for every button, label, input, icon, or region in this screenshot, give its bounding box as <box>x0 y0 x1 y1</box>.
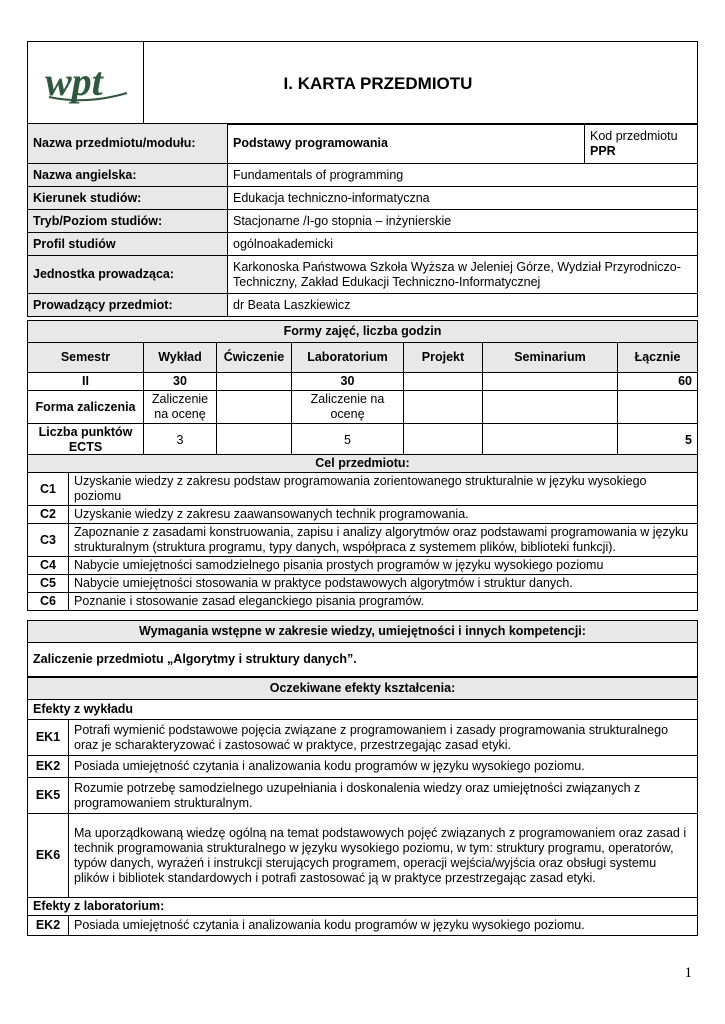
objective-code: C5 <box>28 575 69 593</box>
outcome-row <box>28 814 698 898</box>
prerequisites-table <box>27 620 698 677</box>
outcome-code: EK5 <box>28 778 69 814</box>
hours-row <box>28 373 698 391</box>
header-table <box>27 41 698 125</box>
objective-row <box>28 524 698 557</box>
profile-label: Profil studiów <box>28 233 228 256</box>
credit-cell <box>483 391 618 424</box>
objective-text: Nabycie umiejętności samodzielnego pisania prostych programów w języku wysokiego poziomu <box>69 557 698 575</box>
forms-header: Laboratorium <box>292 343 404 373</box>
credit-label: Forma zaliczenia <box>28 391 144 424</box>
outcomes-table <box>27 677 698 936</box>
english-value: Fundamentals of programming <box>228 164 698 187</box>
outcome-text: Ma uporządkowaną wiedzę ogólną na temat podstawowych pojęć związanych z programowaniem oraz zasad i technik programowania strukturalnego w języku wysokiego poziomu, w tym: struktury programu, operatorów, typów danych, wyrażeń i instrukcji sterujących programem, operacji wejścia/wyjścia oraz obsługi systemu plików i bibliotek standardowych i potrafi zastosować ją w praktyce przestrzegając zasad etyki. <box>69 814 698 898</box>
unit-label: Jednostka prowadząca: <box>28 256 228 294</box>
english-label: Nazwa angielska: <box>28 164 228 187</box>
hours-total: 60 <box>618 373 698 391</box>
objective-code: C3 <box>28 524 69 557</box>
ects-cell <box>404 424 483 457</box>
page-title: I. KARTA PRZEDMIOTU <box>144 42 698 125</box>
code-cell <box>585 124 698 164</box>
objective-row <box>28 506 698 524</box>
lecture-outcomes-label: Efekty z wykładu <box>28 700 698 720</box>
credit-cell: Zaliczenie na ocenę <box>144 391 217 424</box>
semester-cell: II <box>28 373 144 391</box>
outcome-row <box>28 756 698 778</box>
hours-cell <box>217 373 292 391</box>
objective-row <box>28 593 698 611</box>
objective-code: C4 <box>28 557 69 575</box>
ects-label: Liczba punktów ECTS <box>28 424 144 457</box>
outcomes-title: Oczekiwane efekty kształcenia: <box>28 678 698 700</box>
name-value: Podstawy programowania <box>228 124 585 164</box>
ects-cell: 5 <box>292 424 404 457</box>
forms-header: Łącznie <box>618 343 698 373</box>
objective-code: C2 <box>28 506 69 524</box>
hours-cell: 30 <box>144 373 217 391</box>
objective-row <box>28 557 698 575</box>
forms-header-row <box>28 343 698 373</box>
hours-cell <box>404 373 483 391</box>
objective-code: C1 <box>28 473 69 506</box>
objective-text: Zapoznanie z zasadami konstruowania, zapisu i analizy algorytmów oraz podstawami programowania w języku strukturalnym (struktura programu, typy danych, współpraca z systemem plików, biblioteki funkcji). <box>69 524 698 557</box>
field-value: Edukacja techniczno-informatyczna <box>228 187 698 210</box>
forms-header: Ćwiczenie <box>217 343 292 373</box>
wpt-logo <box>41 57 131 105</box>
objective-row <box>28 473 698 506</box>
forms-table <box>27 320 698 457</box>
objective-text: Uzyskanie wiedzy z zakresu zaawansowanych technik programowania. <box>69 506 698 524</box>
info-table <box>27 123 698 317</box>
objective-text: Uzyskanie wiedzy z zakresu podstaw programowania zorientowanego strukturalnie w języku wysokiego poziomu <box>69 473 698 506</box>
mode-label: Tryb/Poziom studiów: <box>28 210 228 233</box>
objective-text: Poznanie i stosowanie zasad eleganckiego pisania programów. <box>69 593 698 611</box>
forms-header: Projekt <box>404 343 483 373</box>
forms-title: Formy zajęć, liczba godzin <box>28 321 698 343</box>
hours-cell: 30 <box>292 373 404 391</box>
outcome-code: EK2 <box>28 916 69 936</box>
teacher-label: Prowadzący przedmiot: <box>28 294 228 317</box>
forms-header: Semestr <box>28 343 144 373</box>
unit-value: Karkonoska Państwowa Szkoła Wyższa w Jeleniej Górze, Wydział Przyrodniczo-Techniczny, Zakład Edukacji Techniczno-Informatycznej <box>228 256 698 294</box>
code-value: PPR <box>590 143 616 158</box>
code-label: Kod przedmiotu <box>590 128 678 143</box>
ects-cell <box>483 424 618 457</box>
forms-header: Wykład <box>144 343 217 373</box>
credit-cell <box>404 391 483 424</box>
forms-header: Seminarium <box>483 343 618 373</box>
objective-row <box>28 575 698 593</box>
objectives-table <box>27 454 698 611</box>
logo-cell <box>28 42 144 125</box>
credit-cell <box>618 391 698 424</box>
teacher-value: dr Beata Laszkiewicz <box>228 294 698 317</box>
ects-cell <box>217 424 292 457</box>
outcome-row <box>28 916 698 936</box>
field-label: Kierunek studiów: <box>28 187 228 210</box>
credit-cell: Zaliczenie na ocenę <box>292 391 404 424</box>
objective-code: C6 <box>28 593 69 611</box>
prerequisites-title: Wymagania wstępne w zakresie wiedzy, umiejętności i innych kompetencji: <box>28 621 698 643</box>
name-label: Nazwa przedmiotu/modułu: <box>28 124 228 164</box>
page-number: 1 <box>684 965 692 981</box>
prerequisites-text: Zaliczenie przedmiotu „Algorytmy i struktury danych”. <box>28 643 698 677</box>
outcome-text: Rozumie potrzebę samodzielnego uzupełniania i doskonalenia wiedzy oraz umiejętności związanych z programowaniem strukturalnym. <box>69 778 698 814</box>
hours-cell <box>483 373 618 391</box>
outcome-text: Potrafi wymienić podstawowe pojęcia związane z programowaniem i zasady programowania strukturalnego oraz je scharakteryzować i zastosować w praktyce, przestrzegając zasad etyki. <box>69 720 698 756</box>
logo-text: wpt <box>44 59 103 104</box>
outcome-code: EK6 <box>28 814 69 898</box>
lab-outcomes-label: Efekty z laboratorium: <box>28 898 698 916</box>
objectives-title: Cel przedmiotu: <box>28 455 698 473</box>
objective-text: Nabycie umiejętności stosowania w praktyce podstawowych algorytmów i struktur danych. <box>69 575 698 593</box>
outcome-code: EK1 <box>28 720 69 756</box>
outcome-row <box>28 778 698 814</box>
outcome-code: EK2 <box>28 756 69 778</box>
ects-cell: 3 <box>144 424 217 457</box>
profile-value: ogólnoakademicki <box>228 233 698 256</box>
ects-total: 5 <box>618 424 698 457</box>
outcome-row <box>28 720 698 756</box>
outcome-text: Posiada umiejętność czytania i analizowania kodu programów w języku wysokiego poziomu. <box>69 756 698 778</box>
credit-row <box>28 391 698 424</box>
credit-cell <box>217 391 292 424</box>
outcome-text: Posiada umiejętność czytania i analizowania kodu programów w języku wysokiego poziomu. <box>69 916 698 936</box>
ects-row <box>28 424 698 457</box>
mode-value: Stacjonarne /I-go stopnia – inżynierskie <box>228 210 698 233</box>
